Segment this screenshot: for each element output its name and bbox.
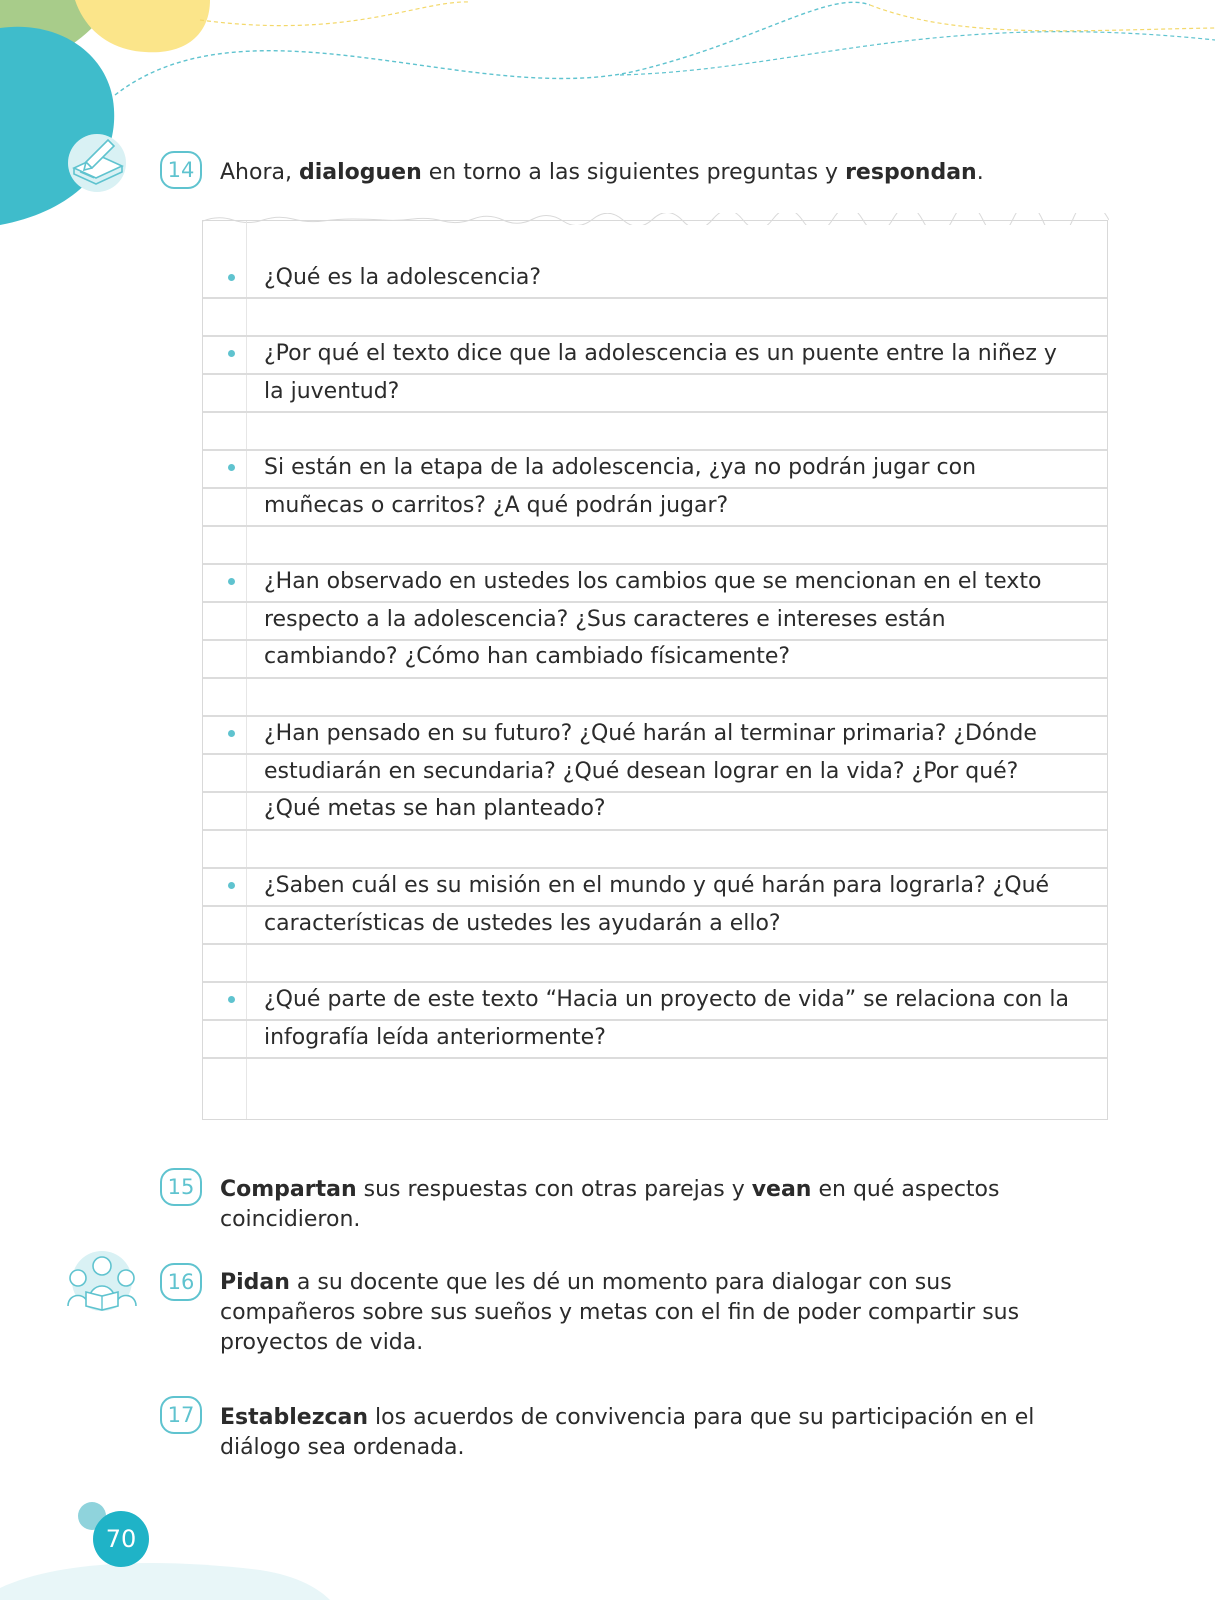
footer-blob	[0, 1563, 330, 1600]
bullet-icon	[228, 464, 235, 471]
yellow-blob	[75, 0, 210, 52]
question-text: ¿Saben cuál es su misión en el mundo y qué harán para lograrla? ¿Qué características de ustedes les ayudarán a ello?	[264, 873, 1050, 936]
question-text: ¿Qué es la adolescencia?	[264, 265, 541, 290]
header-decoration	[0, 0, 1215, 240]
bullet-icon	[228, 996, 235, 1003]
teal-blob	[0, 27, 114, 225]
rule-line	[203, 297, 1107, 299]
rule-line	[203, 1057, 1107, 1059]
bullet-icon	[228, 350, 235, 357]
bullet-icon	[228, 578, 235, 585]
dashed-curve-blue	[115, 2, 870, 95]
rule-line	[203, 943, 1107, 945]
question-text: ¿Han pensado en su futuro? ¿Qué harán al terminar primaria? ¿Dónde estudiarán en secundaria? ¿Qué desean lograr en la vida? ¿Por qué? ¿Qué metas se han planteado?	[264, 721, 1037, 821]
activity-16-instruction: Pidan a su docente que les dé un momento para dialogar con sus compañeros sobre sus sueños y metas con el fin de poder compartir sus proyectos de vida.	[220, 1270, 1020, 1355]
lined-answer-sheet	[202, 220, 1108, 1120]
rule-line	[203, 829, 1107, 831]
activity-number-16: 16	[160, 1263, 202, 1301]
activity-number-17: 17	[160, 1396, 202, 1434]
bullet-icon	[228, 730, 235, 737]
question-text: ¿Qué parte de este texto “Hacia un proyecto de vida” se relaciona con la infografía leída anteriormente?	[264, 987, 1069, 1050]
question-text: ¿Por qué el texto dice que la adolescencia es un puente entre la niñez y la juventud?	[264, 341, 1057, 404]
dashed-curve-yellow	[200, 2, 470, 26]
dashed-curve-blue-right	[620, 32, 1215, 75]
margin-line	[246, 221, 247, 1119]
rule-line	[203, 677, 1107, 679]
activity-14-instruction: Ahora, dialoguen en torno a las siguientes preguntas y respondan.	[220, 160, 984, 185]
torn-paper-edge	[203, 213, 1109, 225]
question-text: Si están en la etapa de la adolescencia, ¿ya no podrán jugar con muñecas o carritos? ¿A qué podrán jugar?	[264, 455, 977, 518]
group-reading-icon	[60, 1248, 144, 1314]
activity-number-14: 14	[160, 151, 202, 189]
question-text: ¿Han observado en ustedes los cambios que se mencionan en el texto respecto a la adolescencia? ¿Sus caracteres e intereses están cambiando? ¿Cómo han cambiado físicamente?	[264, 569, 1042, 669]
activity-15-instruction: Compartan sus respuestas con otras parejas y vean en qué aspectos coincidieron.	[220, 1177, 1000, 1232]
activity-number-15: 15	[160, 1168, 202, 1206]
dashed-curve-yellow-right	[870, 5, 1215, 31]
bullet-icon	[228, 274, 235, 281]
writing-notebook-icon	[64, 132, 132, 194]
bullet-icon	[228, 882, 235, 889]
activity-17-instruction: Establezcan los acuerdos de convivencia para que su participación en el diálogo sea ordenada.	[220, 1405, 1035, 1460]
rule-line	[203, 411, 1107, 413]
page-number: 70	[93, 1511, 149, 1567]
rule-line	[203, 525, 1107, 527]
footer-decoration	[0, 1480, 1215, 1600]
